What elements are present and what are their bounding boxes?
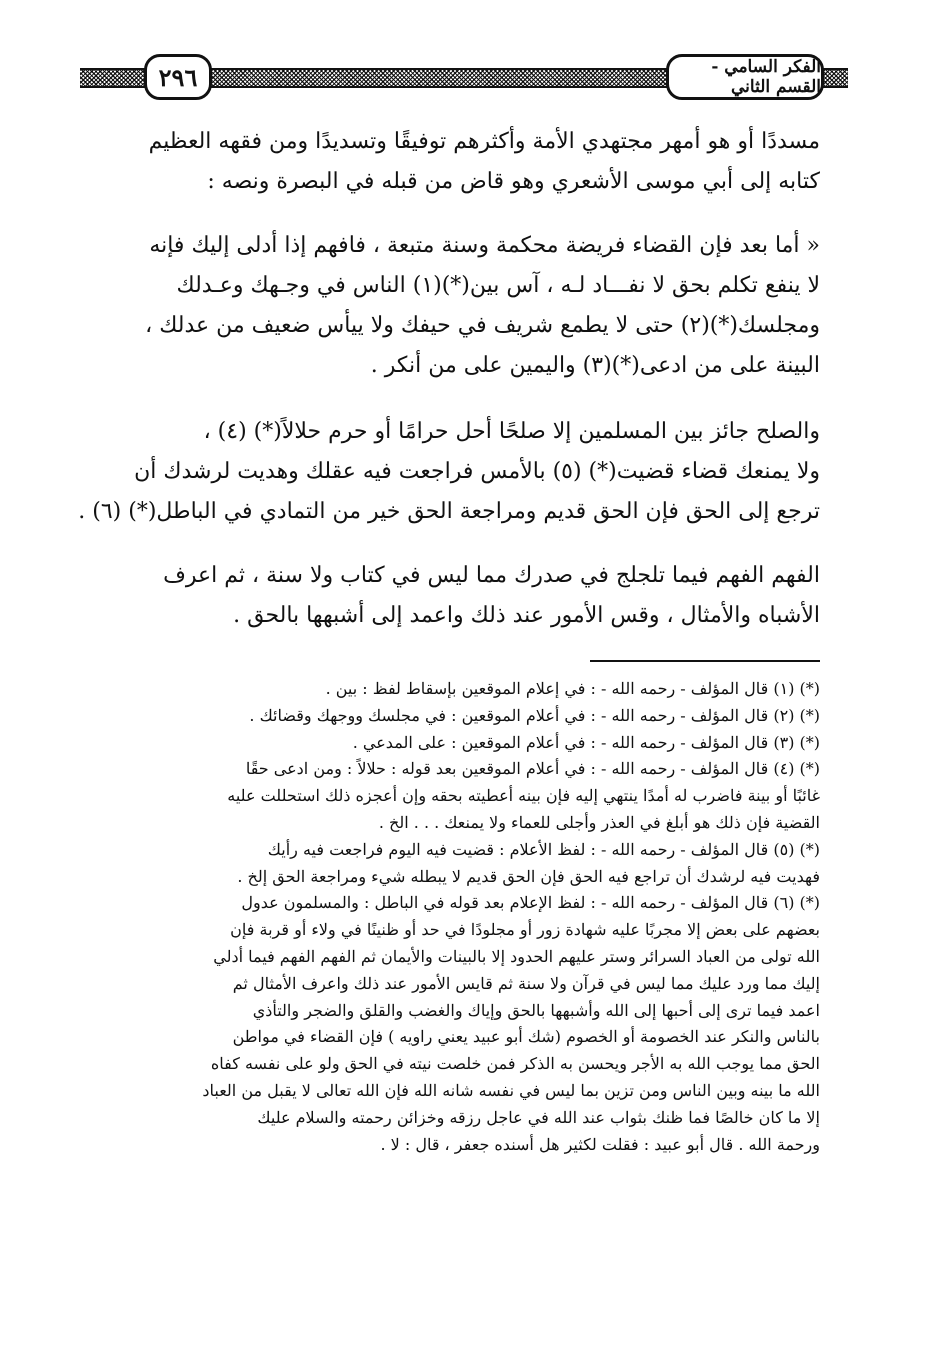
- footnote-line: غائبًا أو بينة فاضرب له أمدًا ينتهي إليه فإن بينه أعطيته بحقه وإن أعجزه ذلك استحللت عليه: [227, 786, 820, 806]
- text-line: « أما بعد فإن القضاء فريضة محكمة وسنة متبعة ، فافهم إذا أدلى إليك فإنه: [149, 233, 820, 258]
- paragraph-2: [95, 226, 820, 386]
- footnote-line: إليك مما ورد عليك مما ليس في قرآن ولا سنة ثم قايس الأمور عند ذلك واعرف الأمثال ثم: [232, 973, 820, 993]
- text-line: ولا يمنعك قضاء قضيت(*) (٥) بالأمس فراجعت فيه عقلك وهديت لرشدك أن: [134, 459, 820, 484]
- footnotes: [95, 676, 820, 1158]
- footnote-line: اعمد فيما ترى إلى أحبها إلى الله وأشبهها بالحق وإياك والغضب والقلق والضجر والتأذي: [252, 1000, 820, 1020]
- footnote-line: بعضهم على بعض إلا مجربًا عليه شهادة زور أو مجلودًا في حد أو ظنينًا في ولاء أو قربة فإن: [230, 920, 820, 940]
- page-number: ٢٩٦: [144, 54, 212, 100]
- running-title: الفكر السامي - القسم الثاني: [666, 54, 824, 100]
- paragraph-3: [78, 412, 820, 532]
- footnote-line: (*) (٦) قال المؤلف - رحمه الله - : لفظ الإعلام بعد قوله في الباطل : والمسلمون عدول: [241, 893, 820, 913]
- footnote-line: (*) (٢) قال المؤلف - رحمه الله - : في أعلام الموقعين : في مجلسك ووجهك وقضائك .: [249, 705, 820, 725]
- text-line: ومجلسك(*)(٢) حتى لا يطمع شريف في حيفك ولا ييأس ضعيف من عدلك ،: [145, 313, 820, 338]
- text-line: كتابه إلى أبي موسى الأشعري وهو قاض من قبله في البصرة ونصه :: [207, 169, 820, 194]
- text-line: والصلح جائز بين المسلمين إلا صلحًا أحل حرامًا أو حرم حلالاً(*) (٤) ،: [203, 419, 820, 444]
- footnote-line: (*) (٥) قال المؤلف - رحمه الله - : لفظ الأعلام : قضيت فيه اليوم فراجعت فيه رأيك: [267, 839, 820, 859]
- text-line: الفهم الفهم فيما تلجلج في صدرك مما ليس في كتاب ولا سنة ، ثم اعرف: [163, 563, 820, 588]
- header-ornament-right: [820, 68, 848, 88]
- footnote-line: القضية فإن ذلك هو أبلغ في العذر وأجلى للعماء ولا يمنعك . . . الخ .: [378, 812, 820, 832]
- footnote-line: الحق مما يوجب الله به الأجر ويحسن به الذكر فمن خلصت نيته في الحق ولو على نفسه كفاه: [210, 1054, 820, 1074]
- header-ornament-left: [80, 68, 146, 88]
- footnote-line: (*) (٤) قال المؤلف - رحمه الله - : في أعلام الموقعين بعد قوله : حلالاً : ومن ادعى حقًا: [245, 759, 820, 779]
- footnote-line: الله تولى من العباد السرائر وستر عليهم الحدود إلا بالبينات والأيمان ثم الفهم الفهم فيما أدلي: [213, 946, 820, 966]
- text-line: البينة على من ادعى(*)(٣) واليمين على من أنكر .: [370, 353, 820, 378]
- text-line: ترجع إلى الحق فإن الحق قديم ومراجعة الحق خير من التمادي في الباطل(*) (٦) .: [78, 499, 820, 524]
- footnote-line: بالناس والنكر عند الخصومة أو الخصوم (شك أبو عبيد يعني راويه ) فإن القضاء في مواطن: [232, 1027, 820, 1047]
- footnote-line: ورحمة الله . قال أبو عبيد : فقلت لكثير هل أسنده جعفر ، قال : لا .: [380, 1134, 820, 1154]
- paragraph-1: [95, 122, 820, 202]
- page-header: [80, 50, 848, 102]
- footnote-line: الله ما بينه وبين الناس ومن تزين بما ليس في نفسه شانه الله فإن الله تعالى لا يقبل من العباد: [202, 1080, 820, 1100]
- paragraph-4: [95, 556, 820, 636]
- header-ornament-middle: [204, 68, 668, 88]
- footnote-line: (*) (١) قال المؤلف - رحمه الله - : في إعلام الموقعين بإسقاط لفظ : بين .: [325, 679, 820, 698]
- text-line: لا ينفع تكلم بحق لا نفـــاد لـه ، آس بين(*)(١) الناس في وجـهك وعـدلك: [176, 273, 820, 298]
- footnote-line: إلا ما كان خالصًا فما ظنك بثواب عند الله في عاجل رزقه وخزائن رحمته والسلام عليك: [257, 1107, 820, 1127]
- footnote-separator: [590, 660, 820, 662]
- text-line: الأشباه والأمثال ، وقس الأمور عند ذلك واعمد إلى أشبهها بالحق .: [233, 603, 820, 628]
- footnote-line: (*) (٣) قال المؤلف - رحمه الله - : في أعلام الموقعين : على المدعي .: [352, 732, 820, 752]
- text-line: مسددًا أو هو أمهر مجتهدي الأمة وأكثرهم توفيقًا وتسديدًا ومن فقهه العظيم: [148, 129, 820, 154]
- footnote-line: فهديت فيه لرشدك أن تراجع فيه الحق فإن الحق قديم لا يبطله شيء ومراجعة الحق إلخ .: [237, 866, 820, 886]
